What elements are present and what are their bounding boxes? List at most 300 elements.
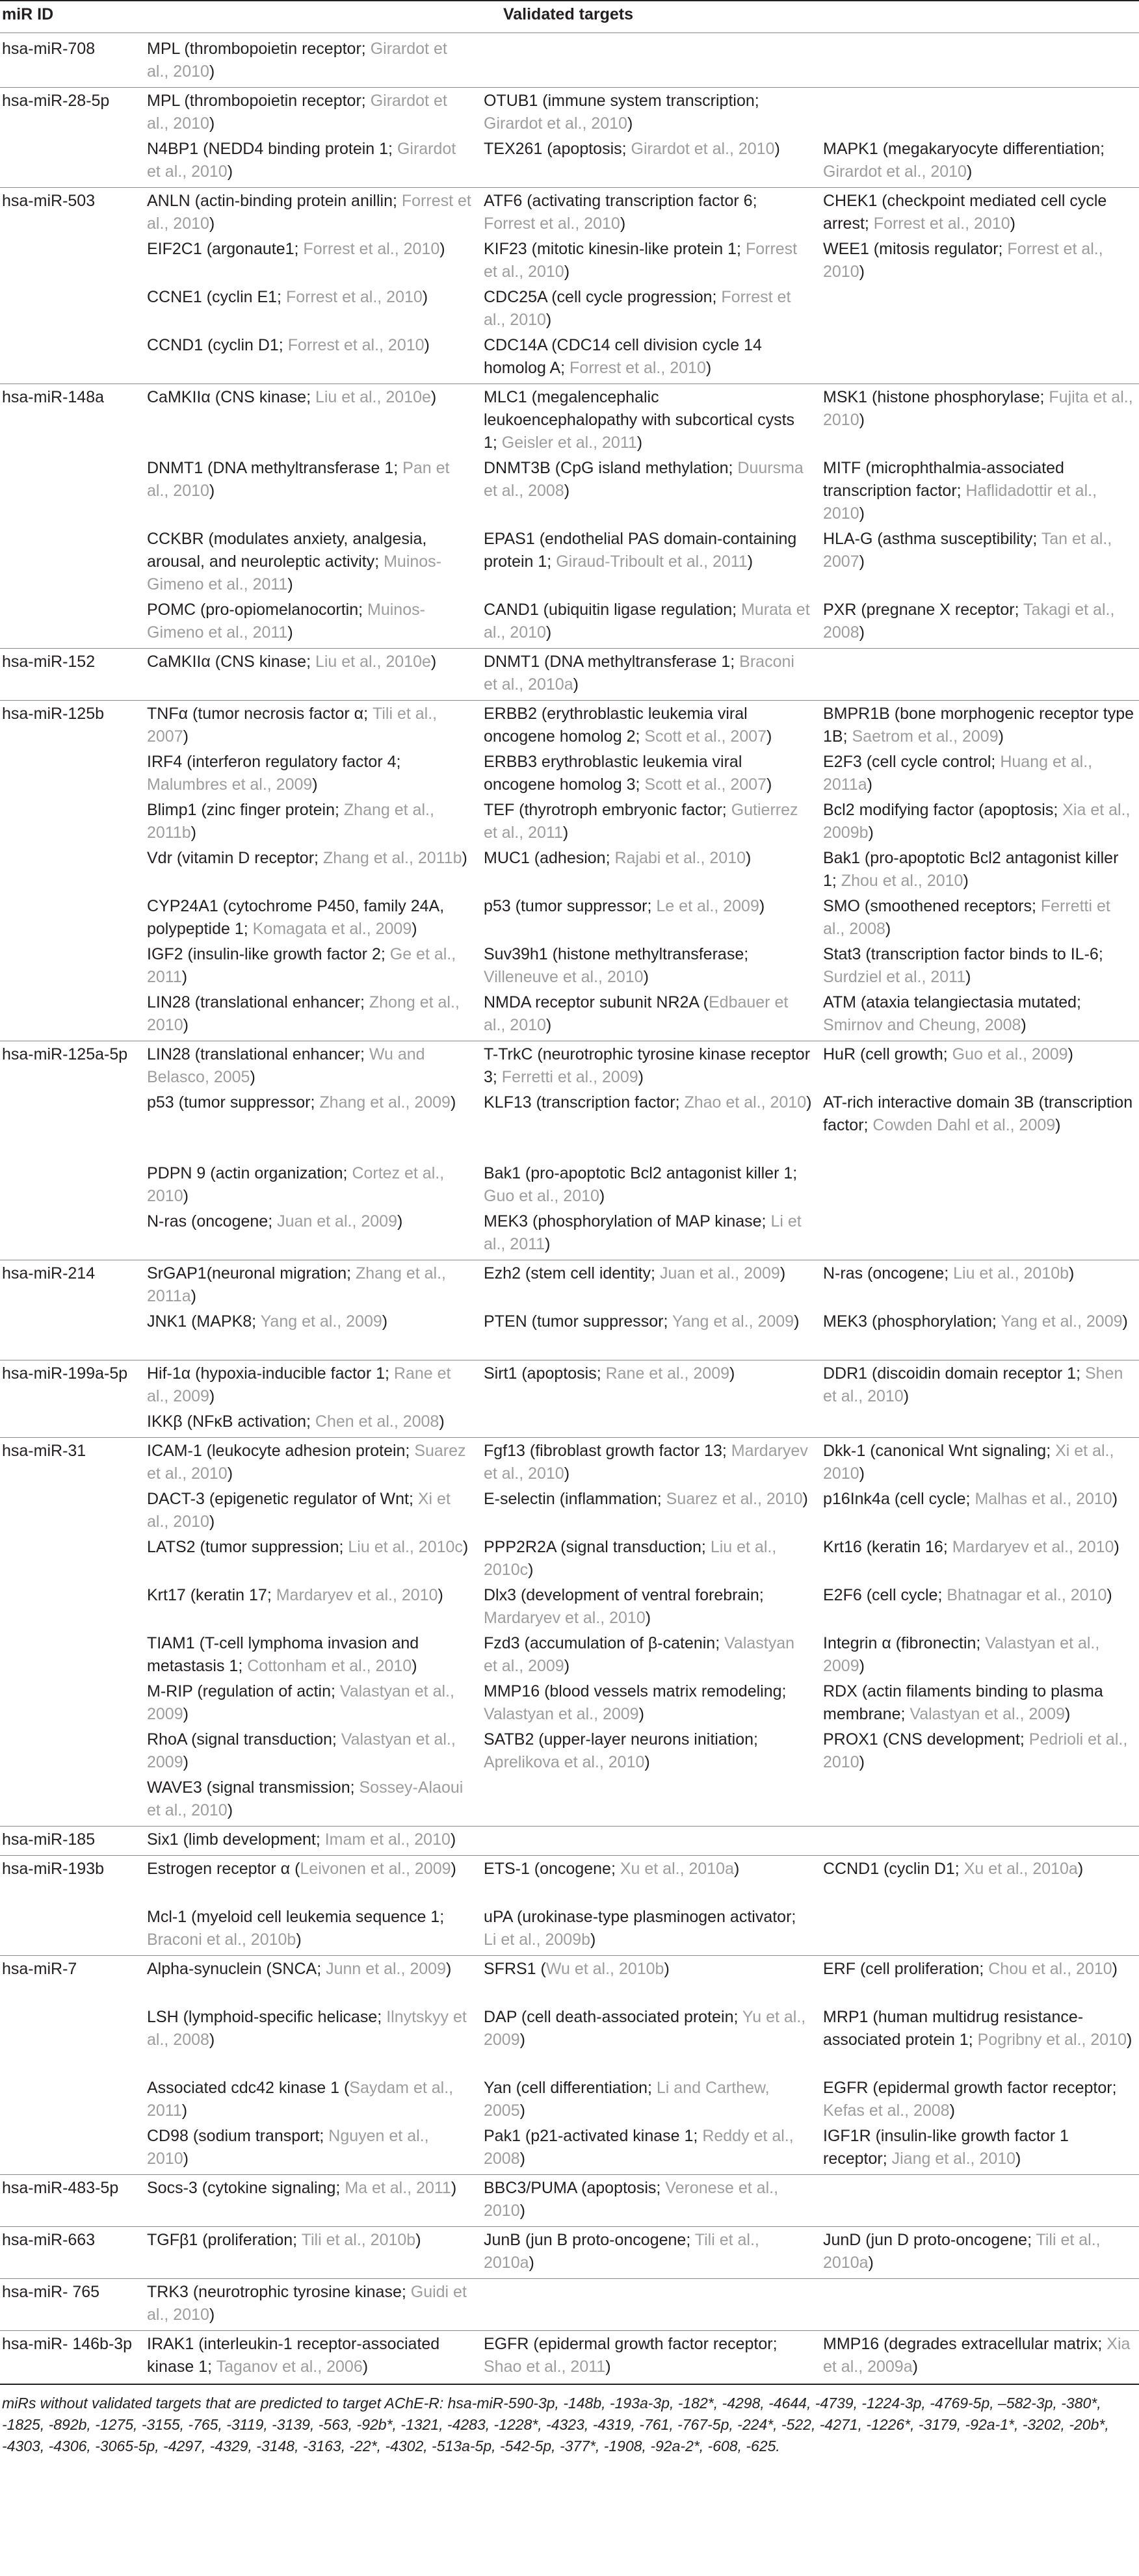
citation-link[interactable]: Li and Carthew, 2005	[484, 2079, 770, 2120]
target-description: SATB2 (upper-layer neurons initiation;	[484, 1730, 758, 1749]
target-cell	[484, 238, 812, 283]
citation-link[interactable]: Xia et al., 2009a	[823, 2335, 1131, 2376]
closing-paren: )	[519, 2101, 525, 2120]
citation-link[interactable]: Bhatnagar et al., 2010	[947, 1586, 1107, 1604]
citation-link[interactable]: Komagata et al., 2009	[252, 920, 412, 938]
citation-link[interactable]: Pan et al., 2010	[147, 459, 450, 500]
mir-id-cell: hsa-miR-708	[2, 40, 96, 58]
target-description: BBC3/PUMA (apoptosis;	[484, 2179, 666, 2197]
target-description: AT-rich interactive domain 3B (transcription factor;	[823, 1093, 1133, 1134]
table-bottom-rule	[0, 2384, 1139, 2385]
closing-paren: )	[636, 434, 643, 452]
citation-link[interactable]: Chou et al., 2010	[988, 1960, 1112, 1978]
citation-link[interactable]: Smirnov and Cheung, 2008	[823, 1016, 1021, 1034]
citation-link[interactable]: Xi et al., 2010	[823, 1442, 1114, 1483]
citation-link[interactable]: Zhou et al., 2010	[841, 872, 963, 890]
target-description: PXR (pregnane X receptor;	[823, 601, 1024, 619]
citation-link[interactable]: Malumbres et al., 2009	[147, 775, 313, 794]
citation-link[interactable]: Rane et al., 2009	[605, 1364, 730, 1383]
citation-link[interactable]: Ferretti et al., 2008	[823, 897, 1110, 938]
target-description: MEK3 (phosphorylation;	[823, 1312, 1001, 1331]
target-cell	[823, 457, 1135, 525]
citation-link[interactable]: Yang et al., 2009	[1001, 1312, 1123, 1331]
citation-link[interactable]: Valastyan et al., 2009	[910, 1705, 1065, 1723]
closing-paren: )	[519, 2150, 525, 2168]
target-cell	[147, 991, 472, 1037]
target-cell	[147, 799, 472, 844]
target-cell	[147, 1262, 472, 1308]
citation-link[interactable]: Girardot et al., 2010	[147, 92, 447, 133]
citation-link[interactable]: Yu et al., 2009	[484, 2008, 806, 2049]
citation-link[interactable]: Geisler et al., 2011	[501, 434, 637, 452]
target-cell	[484, 2077, 812, 2122]
mir-id-cell: hsa-miR-214	[2, 1264, 96, 1282]
target-cell	[147, 1776, 472, 1822]
citation-link[interactable]: Liu et al., 2010e	[315, 388, 431, 406]
citation-link[interactable]: Ge et al., 2011	[147, 945, 456, 986]
mir-id-cell: hsa-miR- 765	[2, 2283, 100, 2301]
target-cell	[484, 1488, 812, 1511]
target-cell	[484, 895, 812, 918]
target-description: MEK3 (phosphorylation of MAP kinase;	[484, 1212, 771, 1230]
target-description: TRK3 (neurotrophic tyrosine kinase;	[147, 2283, 411, 2301]
closing-paren: )	[422, 288, 428, 306]
target-cell	[823, 528, 1135, 573]
citation-link[interactable]: Forrest et al., 2010	[287, 336, 425, 354]
citation-link[interactable]: Mardaryev et al., 2010	[484, 1609, 646, 1627]
target-cell	[484, 1043, 812, 1089]
citation-link[interactable]: Scott et al., 2007	[644, 727, 767, 746]
closing-paren: )	[794, 1312, 800, 1331]
row-divider	[0, 1826, 1139, 1827]
citation-link[interactable]: Yang et al., 2009	[672, 1312, 794, 1331]
target-cell	[147, 1858, 472, 1880]
target-cell	[823, 1440, 1135, 1485]
citation-link[interactable]: Imam et al., 2010	[324, 1830, 451, 1849]
target-cell	[823, 2077, 1135, 2122]
target-cell	[823, 1958, 1135, 1981]
target-cell	[484, 386, 812, 454]
citation-link[interactable]: Valastyan et al., 2009	[823, 1634, 1100, 1675]
citation-link[interactable]: Valastyan et al., 2009	[147, 1730, 456, 1771]
citation-link[interactable]: Giraud-Triboult et al., 2011	[556, 553, 748, 571]
target-cell	[484, 1262, 812, 1285]
target-description: ERBB2 (erythroblastic leukemia viral oncogene homolog 2;	[484, 705, 748, 746]
closing-paren: )	[766, 727, 772, 746]
target-cell	[823, 895, 1135, 941]
closing-paren: )	[227, 1464, 233, 1483]
citation-link[interactable]: Rane et al., 2009	[147, 1364, 451, 1405]
citation-link[interactable]: Rajabi et al., 2010	[614, 849, 746, 867]
citation-link[interactable]: Tili et al., 2007	[147, 705, 438, 746]
citation-link[interactable]: Reddy et al., 2008	[484, 2127, 794, 2168]
closing-paren: )	[439, 1412, 445, 1431]
closing-paren: )	[1069, 1264, 1075, 1282]
closing-paren: )	[183, 727, 189, 746]
closing-paren: )	[573, 675, 579, 694]
target-description: MRP1 (human multidrug resistance-associated protein 1;	[823, 2008, 1084, 2049]
target-cell	[147, 651, 472, 673]
target-description: ETS-1 (oncogene;	[484, 1860, 620, 1878]
citation-link[interactable]: Huang et al., 2011a	[823, 753, 1093, 794]
target-cell	[147, 1210, 472, 1233]
closing-paren: )	[965, 968, 971, 986]
closing-paren: )	[643, 968, 649, 986]
target-description: N-ras (oncogene;	[823, 1264, 954, 1282]
row-divider	[0, 2226, 1139, 2227]
target-cell	[147, 1091, 472, 1114]
closing-paren: )	[209, 1513, 215, 1531]
closing-paren: )	[859, 1753, 865, 1771]
citation-link[interactable]: Girardot et al., 2010	[147, 40, 447, 81]
closing-paren: )	[519, 2202, 525, 2220]
citation-link[interactable]: Suarez et al., 2010	[666, 1490, 803, 1508]
citation-link[interactable]: Cortez et al., 2010	[147, 1164, 445, 1205]
citation-link[interactable]: Edbauer et al., 2010	[484, 993, 789, 1034]
citation-link[interactable]: Veronese et al., 2010	[484, 2179, 779, 2220]
closing-paren: )	[605, 2358, 611, 2376]
target-description: CYP24A1 (cytochrome P450, family 24A, polypeptide 1;	[147, 897, 445, 938]
target-cell	[147, 1584, 472, 1607]
target-description: EGFR (epidermal growth factor receptor;	[823, 2079, 1117, 2097]
citation-link[interactable]: Shen et al., 2010	[823, 1364, 1123, 1405]
target-description: JunD (jun D proto-oncogene;	[823, 2231, 1036, 2249]
closing-paren: )	[462, 849, 467, 867]
citation-link[interactable]: Valastyan et al., 2009	[484, 1634, 795, 1675]
target-description: Bak1 (pro-apoptotic Bcl2 antagonist killer 1;	[823, 849, 1119, 890]
citation-link[interactable]: Jiang et al., 2010	[891, 2150, 1016, 2168]
citation-link[interactable]: Ferretti et al., 2009	[501, 1068, 638, 1086]
closing-paren: )	[759, 897, 765, 915]
target-cell	[823, 1680, 1135, 1726]
citation-link[interactable]: Le et al., 2009	[656, 897, 759, 915]
target-description: MMP16 (degrades extracellular matrix;	[823, 2335, 1107, 2353]
closing-paren: )	[1055, 1116, 1061, 1134]
target-cell	[484, 2333, 812, 2378]
citation-link[interactable]: Guo et al., 2010	[484, 1187, 599, 1205]
target-cell	[484, 703, 812, 748]
citation-link[interactable]: Ilnytskyy et al., 2008	[147, 2008, 467, 2049]
closing-paren: )	[439, 240, 445, 258]
target-description: CDC14A (CDC14 cell division cycle 14 homolog A;	[484, 336, 762, 377]
target-cell	[823, 1584, 1135, 1607]
target-description: RhoA (signal transduction;	[147, 1730, 341, 1749]
citation-link[interactable]: Girardot et al., 2010	[484, 114, 627, 133]
target-cell	[147, 1906, 472, 1951]
row-divider	[0, 2278, 1139, 2279]
table-footnote: miRs without validated targets that are predicted to target AChE-R: hsa-miR-590-3p, -148b, -193a-3p, -182*, -4298, -4644, -4739, -1224-3p, -4769-5p, –582-3p, -380*, -1825, -892b, -1275, -3155, -765, -3119, -3139, -563, -92b*, -1321, -4283, -1228*, -4323, -4319, -761, -767-5p, -224*, -522, -4271, -1226*, -3179, -92a-1*, -3202, -20b*, -4303, -4306, -3065-5p, -4297, -4329, -3148, -3163, -22*, -4302, -513a-5p, -542-5p, -377*, -1908, -92a-2*, -608, -625.	[2, 2395, 1109, 2454]
target-cell	[147, 386, 472, 409]
citation-link[interactable]: Forrest et al., 2010	[570, 359, 706, 377]
target-description: OTUB1 (immune system transcription;	[484, 92, 759, 110]
target-description: Integrin α (fibronectin;	[823, 1634, 986, 1652]
citation-link[interactable]: Juan et al., 2009	[659, 1264, 780, 1282]
target-cell	[484, 1906, 812, 1951]
target-description: POMC (pro-opiomelanocortin;	[147, 601, 368, 619]
target-cell	[147, 1958, 472, 1981]
citation-link[interactable]: Juan et al., 2009	[277, 1212, 397, 1230]
target-description: TIAM1 (T-cell lymphoma invasion and metastasis 1;	[147, 1634, 419, 1675]
closing-paren: )	[564, 1464, 570, 1483]
target-cell	[484, 1162, 812, 1208]
citation-link[interactable]: Guo et al., 2009	[952, 1045, 1068, 1063]
citation-link[interactable]: Ma et al., 2011	[345, 2179, 451, 2197]
target-description: Ezh2 (stem cell identity;	[484, 1264, 660, 1282]
mir-id-cell: hsa-miR-663	[2, 2231, 96, 2249]
citation-link[interactable]: Zhang et al., 2011b	[147, 801, 434, 842]
citation-link[interactable]: Haflidadottir et al., 2010	[823, 482, 1097, 523]
target-description: WEE1 (mitosis regulator;	[823, 240, 1008, 258]
citation-link[interactable]: Li et al., 2011	[484, 1212, 802, 1253]
mir-id-cell: hsa-miR-193b	[2, 1860, 105, 1878]
closing-paren: )	[620, 215, 626, 233]
citation-link[interactable]: Gutierrez et al., 2011	[484, 801, 798, 842]
target-cell	[484, 1584, 812, 1630]
target-description: PPP2R2A (signal transduction;	[484, 1538, 711, 1556]
citation-link[interactable]: Surdziel et al., 2011	[823, 968, 966, 986]
citation-link[interactable]: Pedrioli et al., 2010	[823, 1730, 1128, 1771]
row-divider	[0, 1855, 1139, 1856]
mir-id-cell: hsa-miR-125a-5p	[2, 1045, 128, 1063]
citation-link[interactable]: Cowden Dahl et al., 2009	[872, 1116, 1056, 1134]
citation-link[interactable]: Xia et al., 2009b	[823, 801, 1131, 842]
citation-link[interactable]: Malhas et al., 2010	[975, 1490, 1112, 1508]
citation-link[interactable]: Villeneuve et al., 2010	[484, 968, 644, 986]
closing-paren: )	[1114, 1538, 1119, 1556]
target-cell	[147, 1680, 472, 1726]
target-cell	[823, 386, 1135, 432]
citation-link[interactable]: Yang et al., 2009	[260, 1312, 382, 1331]
citation-link[interactable]: Liu et al., 2010c	[484, 1538, 777, 1579]
target-cell	[484, 457, 812, 502]
target-description: p53 (tumor suppressor;	[484, 897, 657, 915]
citation-link[interactable]: Takagi et al., 2008	[823, 601, 1115, 642]
citation-link[interactable]: Zhong et al., 2010	[147, 993, 460, 1034]
target-cell	[147, 1440, 472, 1485]
target-cell	[823, 799, 1135, 844]
target-description: Six1 (limb development;	[147, 1830, 325, 1849]
citation-link[interactable]: Mardaryev et al., 2010	[276, 1586, 438, 1604]
citation-link[interactable]: Forrest et al., 2010	[303, 240, 440, 258]
target-cell	[823, 1536, 1135, 1559]
target-cell	[484, 2229, 812, 2274]
target-description: CCND1 (cyclin D1;	[823, 1860, 964, 1878]
target-cell	[484, 1958, 812, 1981]
closing-paren: )	[382, 1312, 388, 1331]
closing-paren: )	[868, 2254, 874, 2272]
citation-link[interactable]: Forrest et al., 2010	[285, 288, 423, 306]
citation-link[interactable]: Wu et al., 2010b	[545, 1960, 664, 1978]
citation-link[interactable]: Valastyan et al., 2009	[147, 1682, 454, 1723]
target-description: Yan (cell differentiation;	[484, 2079, 657, 2097]
closing-paren: )	[802, 1490, 808, 1508]
mir-id-cell: hsa-miR-148a	[2, 388, 105, 406]
target-cell	[823, 1728, 1135, 1774]
citation-link[interactable]: Zhang et al., 2011b	[322, 849, 462, 867]
citation-link[interactable]: Xi et al., 2010	[147, 1490, 451, 1531]
target-description: N-ras (oncogene;	[147, 1212, 278, 1230]
target-cell	[484, 138, 812, 161]
citation-link[interactable]: Forrest et al., 2010	[823, 240, 1103, 281]
citation-link[interactable]: Pogribny et al., 2010	[977, 2031, 1127, 2049]
citation-link[interactable]: Tili et al., 2010a	[484, 2231, 759, 2272]
target-description: ANLN (actin-binding protein anillin;	[147, 192, 402, 210]
target-description: IGF2 (insulin-like growth factor 2;	[147, 945, 390, 963]
closing-paren: )	[949, 2101, 955, 2120]
citation-link[interactable]: Forrest et al., 2010	[484, 240, 798, 281]
citation-link[interactable]: Xu et al., 2010a	[963, 1860, 1078, 1878]
target-description: uPA (urokinase-type plasminogen activator;	[484, 1908, 796, 1926]
citation-link[interactable]: Muinos-Gimeno et al., 2011	[147, 601, 425, 642]
target-cell	[147, 138, 472, 183]
mir-id-cell: hsa-miR-199a-5p	[2, 1364, 128, 1383]
citation-link[interactable]: Tili et al., 2010a	[823, 2231, 1101, 2272]
row-divider	[0, 648, 1139, 649]
target-cell	[147, 1488, 472, 1533]
closing-paren: )	[1126, 2031, 1132, 2049]
citation-link[interactable]: Saetrom et al., 2009	[852, 727, 999, 746]
target-description: LSH (lymphoid-specific helicase;	[147, 2008, 387, 2026]
closing-paren: )	[733, 1860, 740, 1878]
target-cell	[823, 190, 1135, 235]
citation-link[interactable]: Sossey-Alaoui et al., 2010	[147, 1778, 464, 1819]
citation-link[interactable]: Mardaryev et al., 2010	[952, 1538, 1114, 1556]
target-description: LIN28 (translational enhancer;	[147, 1045, 369, 1063]
citation-link[interactable]: Saydam et al., 2011	[147, 2079, 454, 2120]
closing-paren: )	[415, 2231, 421, 2249]
citation-link[interactable]: Chen et al., 2008	[315, 1412, 439, 1431]
citation-link[interactable]: Braconi et al., 2010a	[484, 653, 794, 694]
closing-paren: )	[545, 623, 552, 642]
citation-link[interactable]: Nguyen et al., 2010	[147, 2127, 429, 2168]
citation-link[interactable]: Forrest et al., 2010	[147, 192, 471, 233]
citation-link[interactable]: Mardaryev et al., 2010	[484, 1442, 808, 1483]
citation-link[interactable]: Li et al., 2009b	[484, 1931, 591, 1949]
target-cell	[147, 457, 472, 502]
citation-link[interactable]: Valastyan et al., 2009	[484, 1705, 639, 1723]
target-description: Vdr (vitamin D receptor;	[147, 849, 323, 867]
citation-link[interactable]: Junn et al., 2009	[326, 1960, 446, 1978]
closing-paren: )	[590, 1931, 596, 1949]
closing-paren: )	[564, 1657, 570, 1675]
target-cell	[484, 2125, 812, 2170]
closing-paren: )	[1077, 1860, 1084, 1878]
citation-link[interactable]: Scott et al., 2007	[644, 775, 767, 794]
citation-link[interactable]: Forrest et al., 2010	[873, 215, 1010, 233]
closing-paren: )	[287, 623, 293, 642]
citation-link[interactable]: Fujita et al., 2010	[823, 388, 1133, 429]
citation-link[interactable]: Guidi et al., 2010	[147, 2283, 467, 2324]
citation-link[interactable]: Girardot et al., 2010	[147, 140, 456, 181]
target-cell	[823, 2333, 1135, 2378]
closing-paren: )	[528, 1561, 534, 1579]
target-description: DAP (cell death-associated protein;	[484, 2008, 742, 2026]
target-cell	[484, 651, 812, 696]
target-cell	[823, 2006, 1135, 2051]
target-description: NMDA receptor subunit NR2A (	[484, 993, 709, 1011]
row-divider	[0, 87, 1139, 88]
target-cell	[147, 528, 472, 596]
target-cell	[147, 38, 472, 83]
target-description: Associated cdc42 kinase 1 (	[147, 2079, 350, 2097]
target-description: ICAM-1 (leukocyte adhesion protein;	[147, 1442, 415, 1460]
citation-link[interactable]: Girardot et al., 2010	[823, 163, 967, 181]
target-cell	[147, 1411, 472, 1433]
row-divider	[0, 2330, 1139, 2331]
citation-link[interactable]: Duursma et al., 2008	[484, 459, 804, 500]
target-description: Bak1 (pro-apoptotic Bcl2 antagonist killer 1;	[484, 1164, 798, 1182]
citation-link[interactable]: Liu et al., 2010e	[315, 653, 431, 671]
target-description: SFRS1 (	[484, 1960, 546, 1978]
mir-id-cell: hsa-miR-28-5p	[2, 92, 110, 110]
target-cell	[484, 847, 812, 870]
target-description: SrGAP1(neuronal migration;	[147, 1264, 356, 1282]
mir-id-cell: hsa-miR-125b	[2, 705, 105, 723]
citation-link[interactable]: Muinos-Gimeno et al., 2011	[147, 553, 442, 593]
citation-link[interactable]: Braconi et al., 2010b	[147, 1931, 296, 1949]
target-description: CCND1 (cyclin D1;	[147, 336, 288, 354]
closing-paren: )	[903, 1387, 910, 1405]
target-cell	[147, 1828, 472, 1851]
target-cell	[484, 528, 812, 573]
citation-link[interactable]: Shao et al., 2011	[484, 2358, 606, 2376]
target-cell	[823, 703, 1135, 748]
citation-link[interactable]: Cottonham et al., 2010	[247, 1657, 412, 1675]
closing-paren: )	[644, 1753, 650, 1771]
target-description: IGF1R (insulin-like growth factor 1 receptor;	[823, 2127, 1069, 2168]
target-cell	[484, 1210, 812, 1256]
closing-paren: )	[183, 1187, 189, 1205]
citation-link[interactable]: Zhang et al., 2011a	[147, 1264, 446, 1305]
target-cell	[147, 90, 472, 135]
target-cell	[484, 1680, 812, 1726]
target-description: CHEK1 (checkpoint mediated cell cycle arrest;	[823, 192, 1107, 233]
target-description: CaMKIIα (CNS kinase;	[147, 388, 315, 406]
citation-link[interactable]: Xu et al., 2010a	[620, 1860, 734, 1878]
citation-link[interactable]: Taganov et al., 2006	[216, 2358, 363, 2376]
citation-link[interactable]: Wu and Belasco, 2005	[147, 1045, 425, 1086]
citation-link[interactable]: Liu et al., 2010b	[953, 1264, 1069, 1282]
target-description: p16Ink4a (cell cycle;	[823, 1490, 975, 1508]
target-cell	[484, 286, 812, 332]
target-description: M-RIP (regulation of actin;	[147, 1682, 340, 1700]
closing-paren: )	[181, 2101, 188, 2120]
citation-link[interactable]: Kefas et al., 2008	[823, 2101, 950, 2120]
citation-link[interactable]: Forrest et al., 2010	[484, 215, 620, 233]
target-cell	[147, 238, 472, 261]
citation-link[interactable]: Tili et al., 2010b	[301, 2231, 416, 2249]
closing-paren: )	[183, 1753, 189, 1771]
citation-link[interactable]: Girardot et al., 2010	[631, 140, 775, 158]
closing-paren: )	[412, 1657, 417, 1675]
citation-link[interactable]: Zhang et al., 2009	[319, 1093, 451, 1112]
citation-link[interactable]: Leivonen et al., 2009	[300, 1860, 451, 1878]
citation-link[interactable]: Zhao et al., 2010	[684, 1093, 807, 1112]
closing-paren: )	[859, 1657, 865, 1675]
citation-link[interactable]: Liu et al., 2010c	[348, 1538, 463, 1556]
mir-id-cell: hsa-miR-152	[2, 653, 96, 671]
header-mir-id: miR ID	[2, 5, 54, 23]
closing-paren: )	[746, 849, 752, 867]
citation-link[interactable]: Tan et al., 2007	[823, 530, 1112, 571]
citation-link[interactable]: Forrest et al., 2010	[484, 288, 791, 329]
target-cell	[147, 2229, 472, 2252]
citation-link[interactable]: Murata et al., 2010	[484, 601, 810, 642]
citation-link[interactable]: Aprelikova et al., 2010	[484, 1753, 645, 1771]
citation-link[interactable]: Suarez et al., 2010	[147, 1442, 466, 1483]
target-cell	[147, 2177, 472, 2200]
closing-paren: )	[438, 1586, 443, 1604]
